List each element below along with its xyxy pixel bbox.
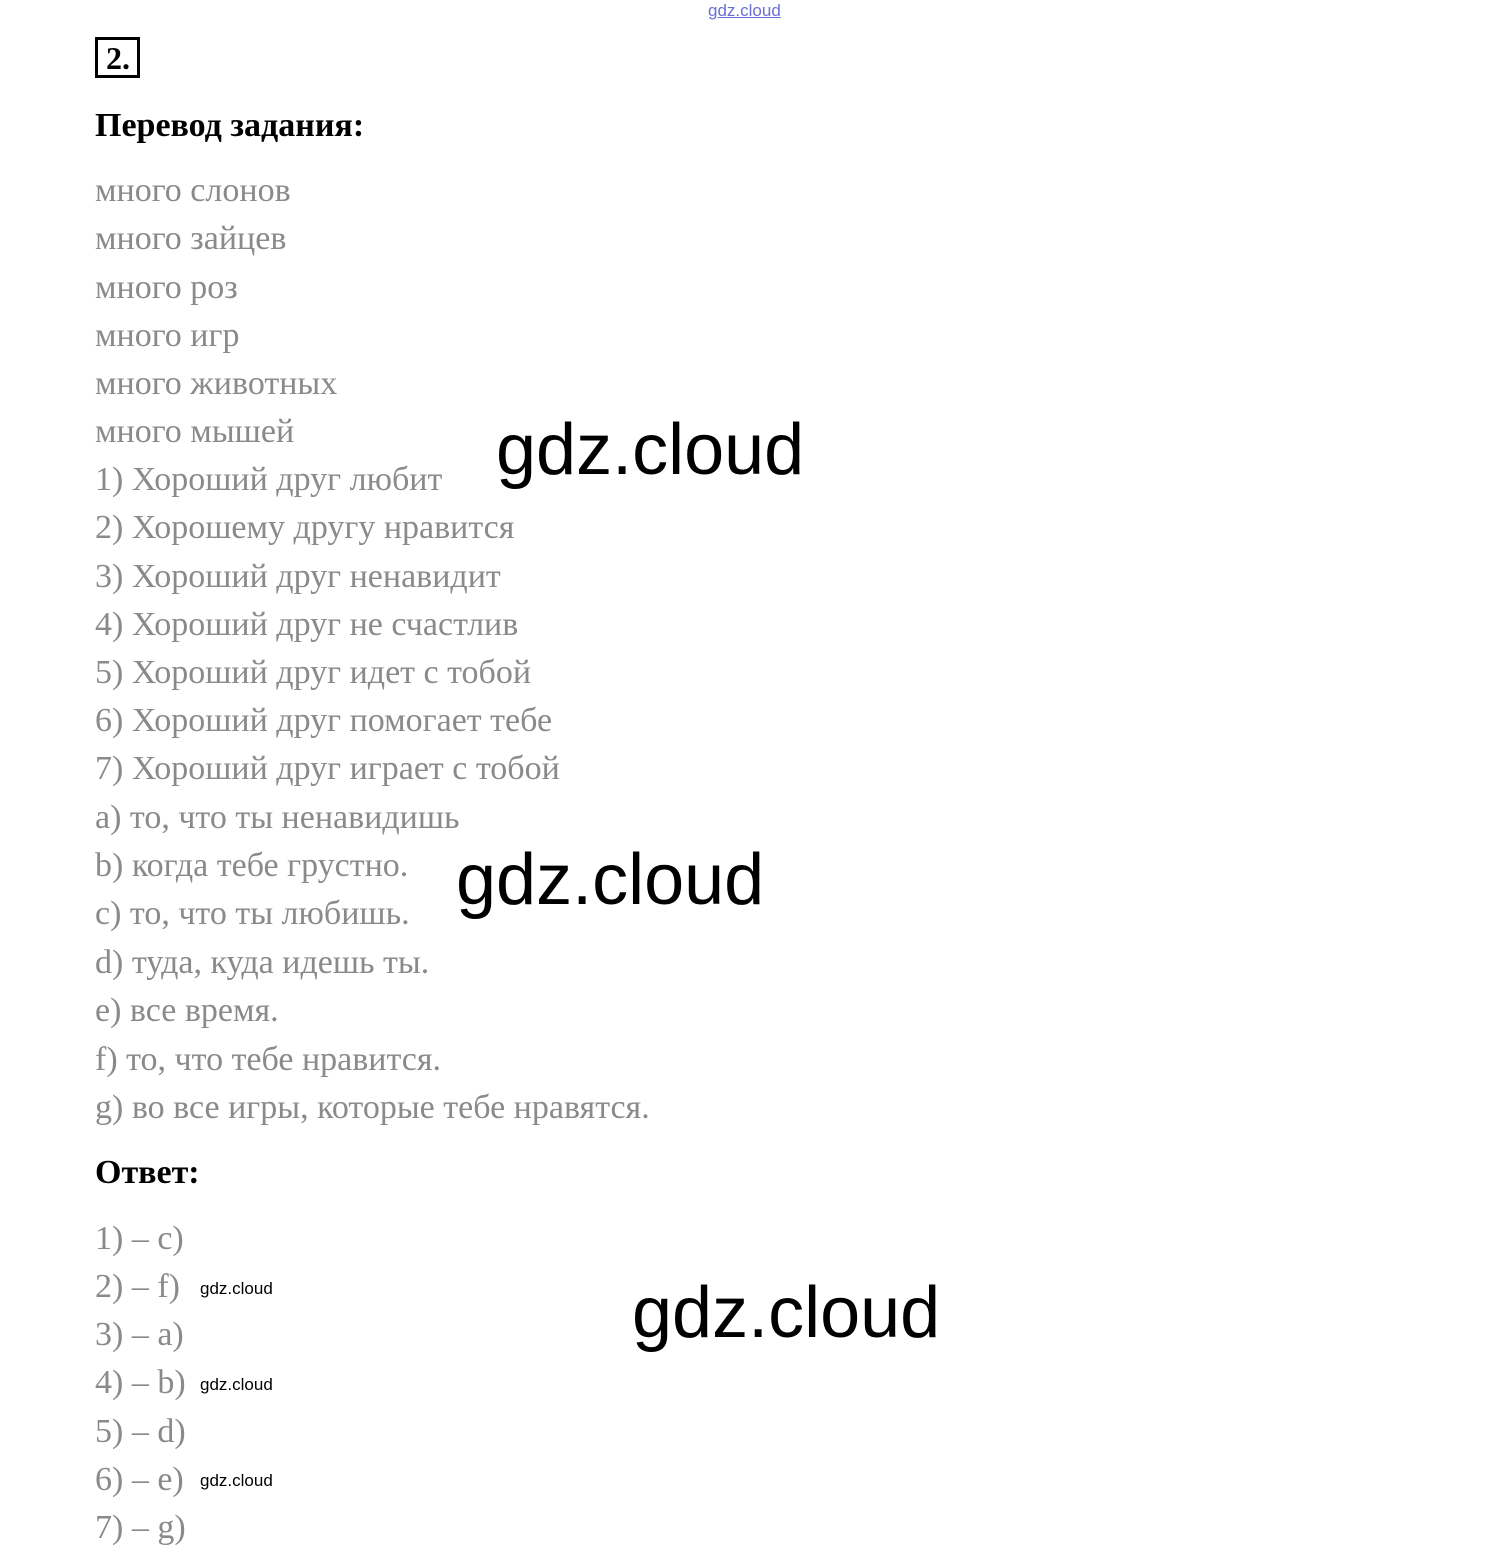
translation-line: 1) Хороший друг любит [95, 461, 443, 498]
answer-line: 5) – d) [95, 1413, 186, 1450]
watermark-small: gdz.cloud [200, 1279, 273, 1298]
watermark-large: gdz.cloud [496, 410, 805, 490]
answer-heading: Ответ: [95, 1154, 200, 1191]
translation-line: a) то, что ты ненавидишь [95, 799, 460, 836]
translation-line: e) все время. [95, 992, 279, 1029]
translation-line: b) когда тебе грустно. [95, 847, 409, 884]
translation-line: много слонов [95, 172, 291, 209]
watermark-small: gdz.cloud [200, 1375, 273, 1394]
translation-line: f) то, что тебе нравится. [95, 1041, 441, 1078]
translation-line: 3) Хороший друг ненавидит [95, 558, 501, 595]
translation-line: 5) Хороший друг идет с тобой [95, 654, 532, 691]
top-watermark-link[interactable]: gdz.cloud [708, 1, 781, 20]
translation-line: 4) Хороший друг не счастлив [95, 606, 519, 643]
translation-line: g) во все игры, которые тебе нравятся. [95, 1089, 650, 1126]
translation-heading: Перевод задания: [95, 107, 365, 144]
translation-line: d) туда, куда идешь ты. [95, 944, 430, 981]
answer-line: 4) – b) [95, 1364, 186, 1401]
translation-line: много зайцев [95, 220, 287, 257]
task-number-box: 2. [95, 37, 140, 78]
answer-line: 3) – a) [95, 1316, 184, 1353]
answer-line: 1) – c) [95, 1220, 184, 1257]
answer-line: 7) – g) [95, 1509, 186, 1546]
translation-line: много игр [95, 317, 240, 354]
answer-line: 2) – f) [95, 1268, 180, 1305]
translation-line: 7) Хороший друг играет с тобой [95, 750, 560, 787]
translation-line: c) то, что ты любишь. [95, 895, 410, 932]
translation-line: много мышей [95, 413, 295, 450]
watermark-large: gdz.cloud [456, 840, 765, 920]
answer-line: 6) – e) [95, 1461, 184, 1498]
watermark-large: gdz.cloud [632, 1273, 941, 1353]
translation-line: много роз [95, 269, 238, 306]
translation-line: 6) Хороший друг помогает тебе [95, 702, 553, 739]
translation-line: 2) Хорошему другу нравится [95, 509, 515, 546]
translation-line: много животных [95, 365, 338, 402]
watermark-small: gdz.cloud [200, 1471, 273, 1490]
